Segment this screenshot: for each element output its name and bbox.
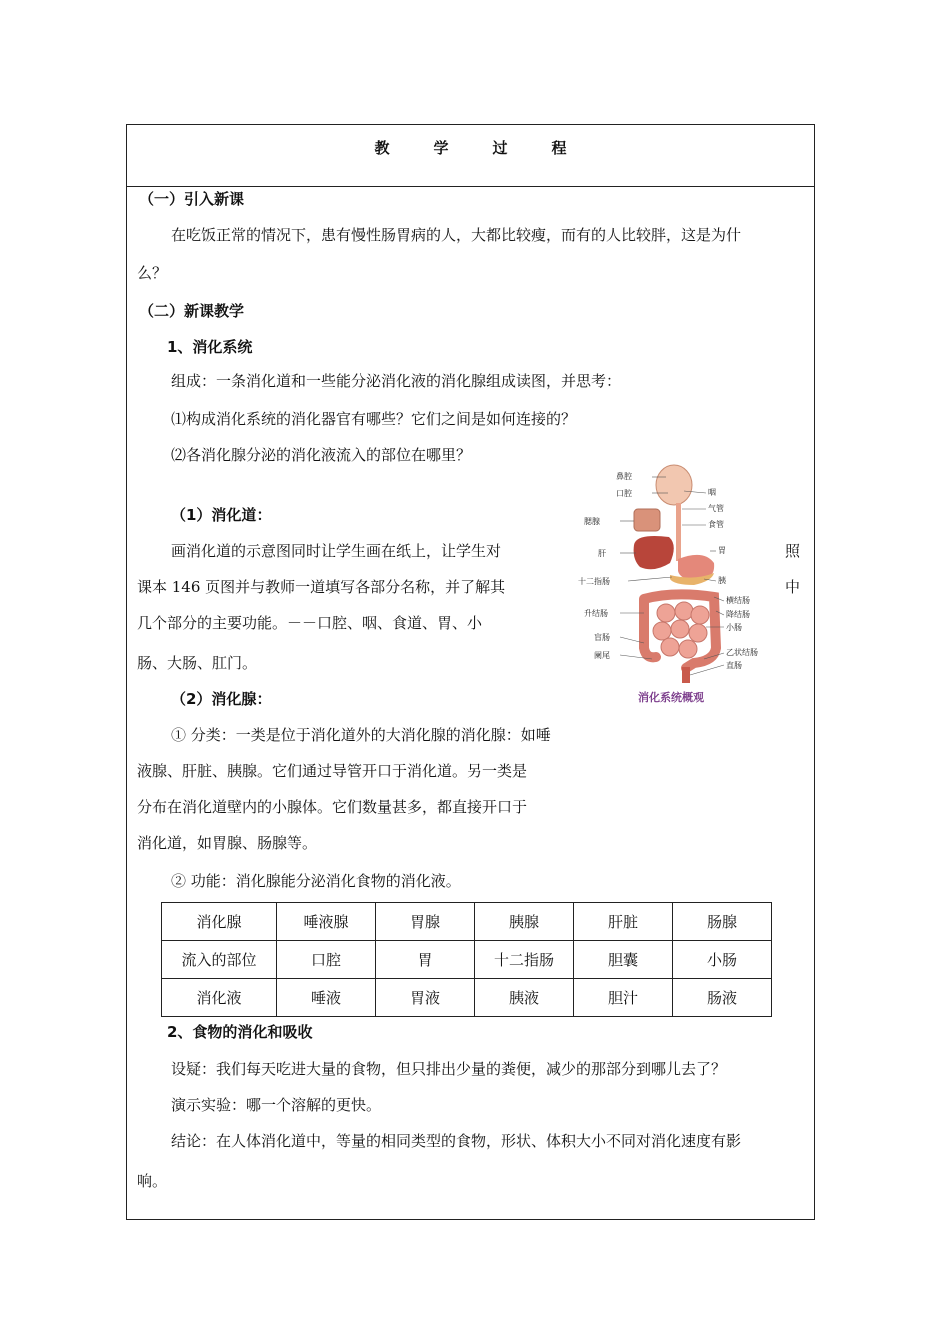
- table-row: [162, 979, 772, 1017]
- table-cell: 唾液腺: [277, 903, 376, 941]
- figure-caption: 消化系统概观: [638, 691, 704, 704]
- figure-label: 横结肠: [726, 596, 750, 605]
- section-title: [127, 137, 814, 158]
- tract-line: 几个部分的主要功能。－－口腔、咽、食道、胃、小: [137, 614, 483, 632]
- header-divider: [127, 186, 814, 187]
- table-cell: 胃液: [376, 979, 475, 1017]
- figure-label: 咽: [708, 488, 716, 497]
- figure-label: 腮腺: [584, 517, 600, 526]
- tract-line: 课本 146 页图并与教师一道填写各部分名称，并了解其: [137, 578, 506, 596]
- tract-line: 肠、大肠、肛门。: [137, 654, 258, 672]
- table-cell: 消化腺: [162, 903, 277, 941]
- table-cell: 胰液: [475, 979, 574, 1017]
- gland-line: 消化道，如胃腺、肠腺等。: [137, 834, 318, 852]
- title-char: 过: [492, 139, 508, 157]
- tract-line: 画消化道的示意图同时让学生画在纸上，让学生对: [171, 542, 502, 560]
- new-lesson-heading: （二）新课教学: [139, 302, 245, 320]
- figure-label: 盲肠: [594, 633, 610, 642]
- figure-label: 直肠: [726, 661, 742, 670]
- figure-label: 乙状结肠: [726, 648, 758, 657]
- figure-label: 升结肠: [584, 609, 608, 618]
- figure-label: 阑尾: [594, 651, 610, 660]
- figure-label: 降结肠: [726, 610, 750, 619]
- conclusion-line: 响。: [137, 1172, 168, 1190]
- gland-function: ② 功能：消化腺能分泌消化食物的消化液。: [171, 872, 461, 890]
- table-cell: 消化液: [162, 979, 277, 1017]
- digestive-system-illustration: [574, 463, 794, 713]
- table-cell: 胰腺: [475, 903, 574, 941]
- digestion-absorption-heading: 2、食物的消化和吸收: [167, 1023, 313, 1041]
- question-2: ⑵各消化腺分泌的消化液流入的部位在哪里？: [171, 446, 472, 464]
- gland-line: ① 分类：一类是位于消化道外的大消化腺的消化腺：如唾: [171, 726, 551, 744]
- table-cell: 胃腺: [376, 903, 475, 941]
- table-cell: 肝脏: [574, 903, 673, 941]
- gland-line: 分布在消化道壁内的小腺体。它们数量甚多，都直接开口于: [137, 798, 528, 816]
- intro-paragraph-line: 在吃饭正常的情况下，患有慢性肠胃病的人，大都比较瘦，而有的人比较胖，这是为什: [171, 226, 742, 244]
- figure-label: 小肠: [726, 623, 742, 632]
- table-cell: 口腔: [277, 941, 376, 979]
- table-row: [162, 941, 772, 979]
- composition-text: 组成：一条消化道和一些能分泌消化液的消化腺组成读图，并思考：: [171, 372, 622, 390]
- figure-label: 鼻腔: [616, 472, 632, 481]
- title-char: 学: [433, 139, 449, 157]
- table-cell: 十二指肠: [475, 941, 574, 979]
- table-cell: 小肠: [673, 941, 772, 979]
- figure-label: 胰: [718, 576, 726, 585]
- table-row: [162, 903, 772, 941]
- figure-label: 十二指肠: [578, 577, 610, 586]
- intro-heading: （一）引入新课: [139, 190, 245, 208]
- tract-line-right: 照: [785, 542, 801, 560]
- title-char: 教: [374, 139, 390, 157]
- figure-label: 肝: [598, 549, 606, 558]
- tract-line-right: 中: [785, 578, 801, 596]
- figure-label: 胃: [718, 546, 726, 555]
- figure-label: 口腔: [616, 489, 632, 498]
- table-cell: 胆囊: [574, 941, 673, 979]
- figure-label: 食管: [708, 520, 724, 529]
- figure-label: 气管: [708, 504, 724, 513]
- lesson-table: [126, 124, 815, 1220]
- conclusion-line: 结论：在人体消化道中，等量的相同类型的食物，形状、体积大小不同对消化速度有影: [171, 1132, 742, 1150]
- table-cell: 肠腺: [673, 903, 772, 941]
- question-text: 设疑：我们每天吃进大量的食物，但只排出少量的粪便，减少的那部分到哪儿去了？: [171, 1060, 727, 1078]
- digestive-system-figure: [574, 463, 794, 713]
- gland-heading: （2）消化腺：: [171, 690, 272, 708]
- gland-line: 液腺、肝脏、胰腺。它们通过导管开口于消化道。另一类是: [137, 762, 528, 780]
- intro-paragraph-line: 么？: [137, 264, 168, 282]
- table-cell: 唾液: [277, 979, 376, 1017]
- gland-table: [161, 902, 772, 1017]
- table-cell: 胃: [376, 941, 475, 979]
- table-cell: 胆汁: [574, 979, 673, 1017]
- question-1: ⑴构成消化系统的消化器官有哪些？它们之间是如何连接的？: [171, 410, 577, 428]
- demo-text: 演示实验：哪一个溶解的更快。: [171, 1096, 382, 1114]
- title-char: 程: [551, 139, 567, 157]
- digestive-system-heading: 1、消化系统: [167, 338, 253, 356]
- tract-heading: （1）消化道：: [171, 506, 272, 524]
- table-cell: 流入的部位: [162, 941, 277, 979]
- table-cell: 肠液: [673, 979, 772, 1017]
